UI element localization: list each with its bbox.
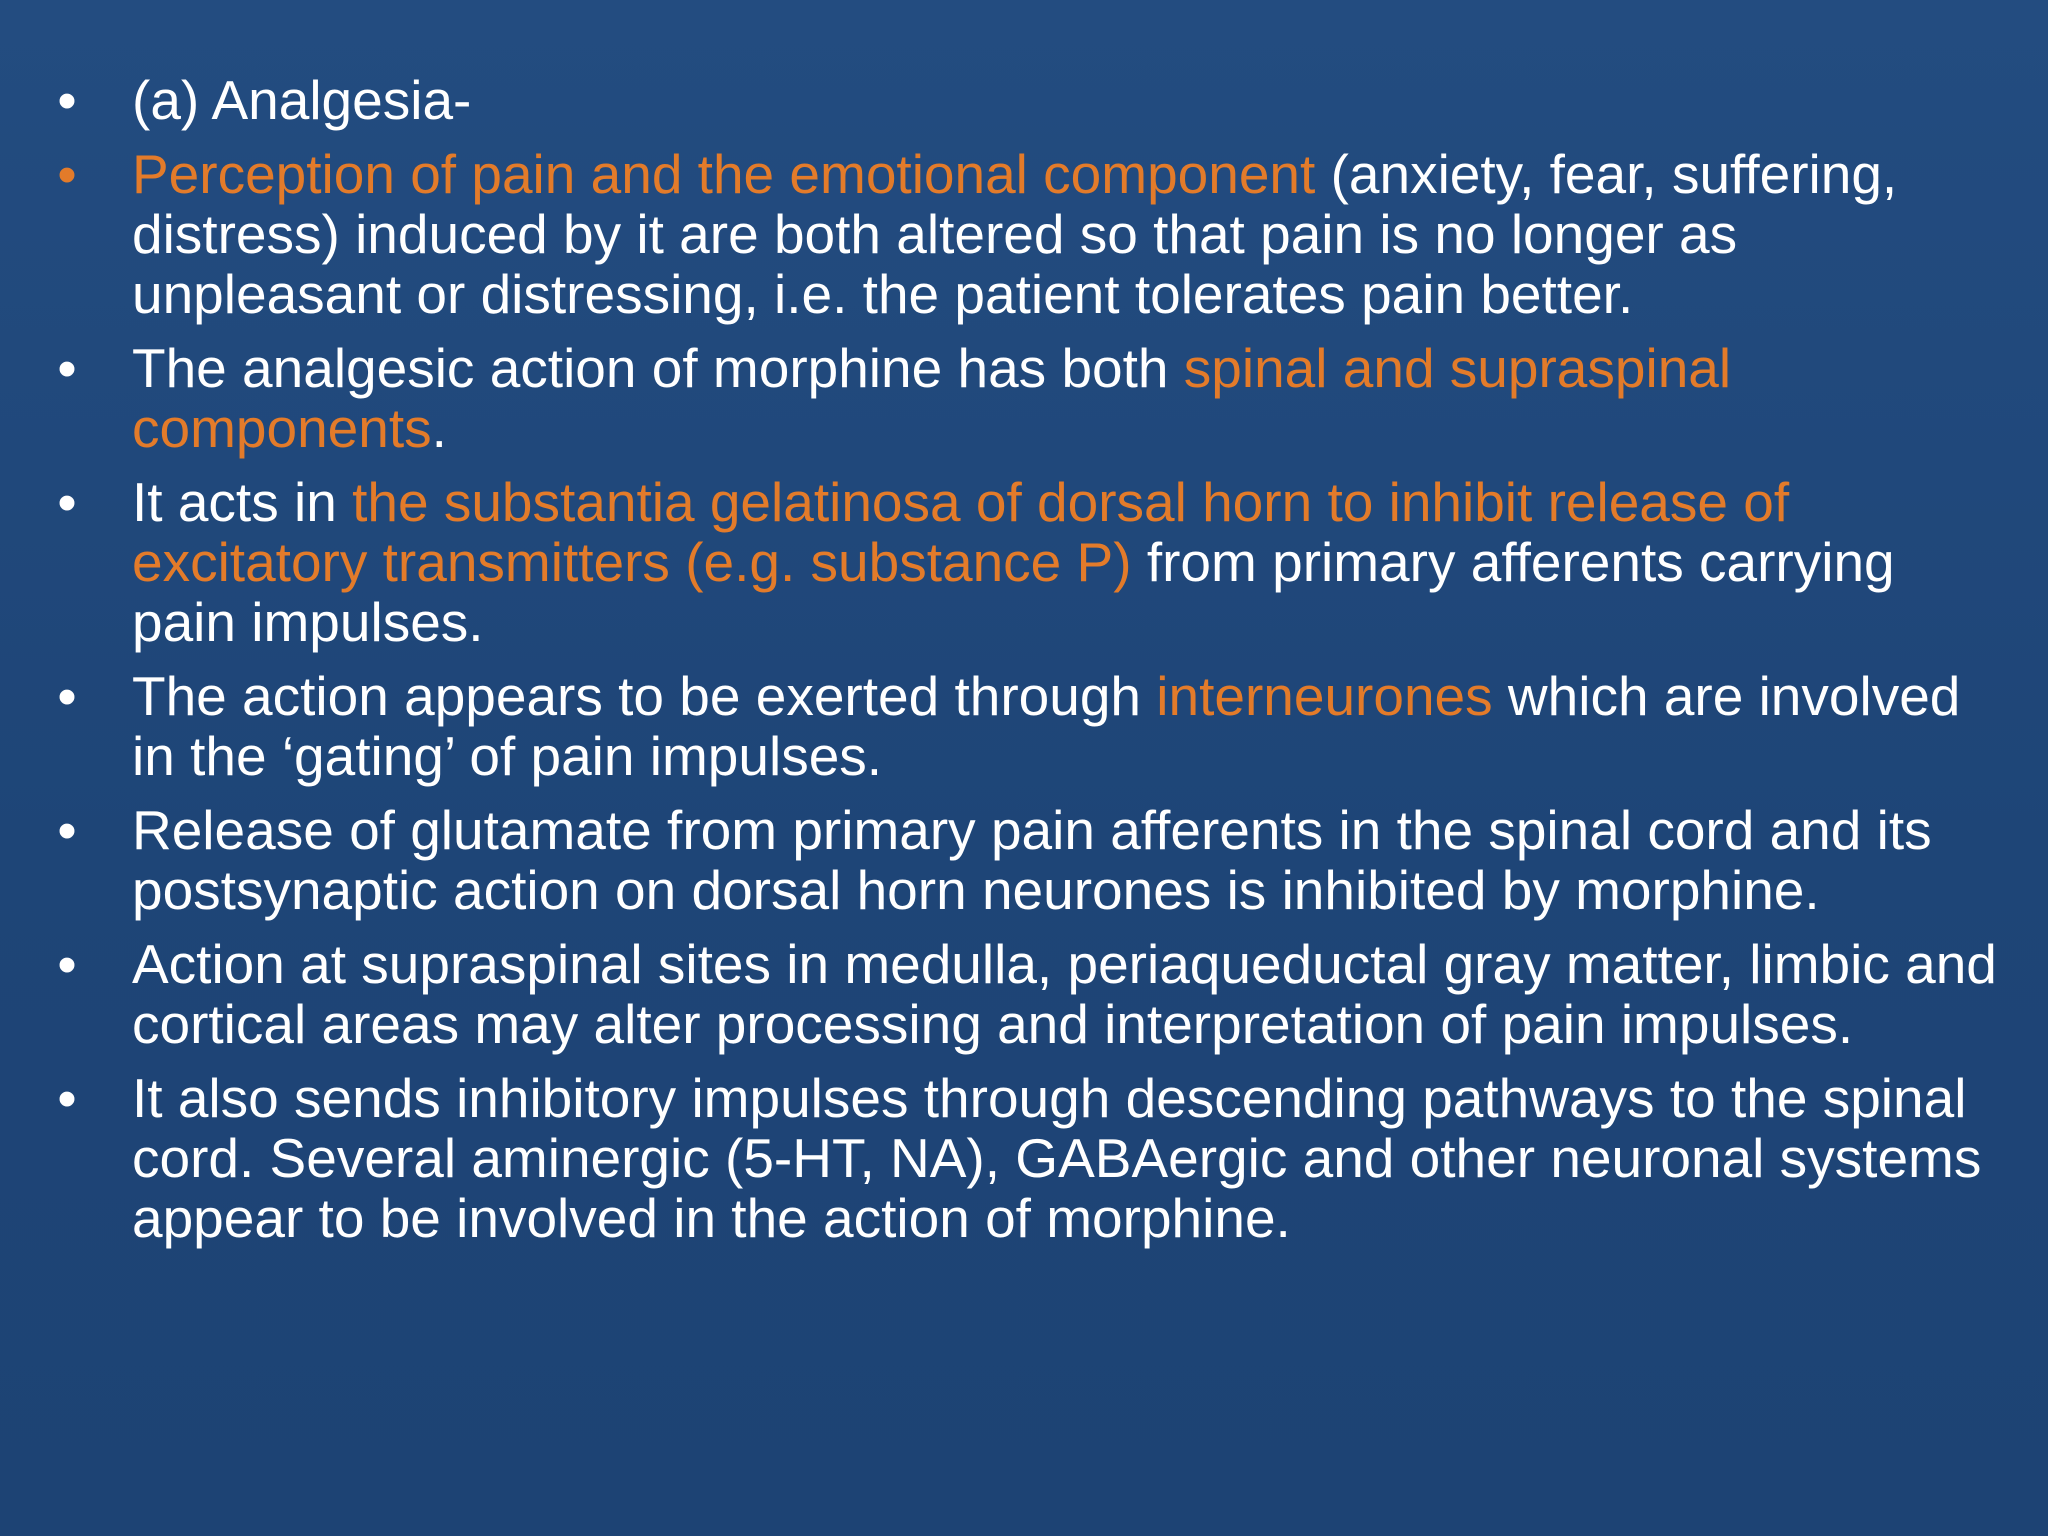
bullet-item (0, 472, 2048, 652)
highlighted-text: Perception of pain and the emotional component (132, 143, 1316, 205)
text-segment: Action at supraspinal sites in medulla, periaqueductal gray matter, limbic and cortical areas may alter processing and interpretation of pain impulses. (132, 933, 1997, 1055)
text-segment: . (431, 397, 447, 459)
bullet-icon: • (57, 1067, 77, 1129)
bullet-item (0, 70, 2048, 130)
bullet-text (132, 799, 1932, 921)
text-segment: Release of glutamate from primary pain afferents in the spinal cord and its postsynaptic action on dorsal horn neurones is inhibited by morphine. (132, 799, 1932, 921)
bullet-item (0, 800, 2048, 920)
bullet-text (132, 933, 1997, 1055)
highlighted-text: spinal and supraspinal components (132, 337, 1732, 459)
highlighted-text: interneurones (1156, 665, 1493, 727)
bullet-icon: • (57, 143, 77, 205)
bullet-icon: • (57, 471, 77, 533)
text-segment: The action appears to be exerted through (132, 665, 1157, 727)
bullet-icon: • (57, 799, 77, 861)
bullet-text (132, 471, 1895, 653)
bullet-item (0, 666, 2048, 786)
bullet-icon: • (57, 665, 77, 727)
bullet-item (0, 338, 2048, 458)
text-segment: which are involved in the ‘gating’ of pain impulses. (132, 665, 1961, 787)
bullet-text (132, 69, 471, 131)
text-segment: The analgesic action of morphine has both (132, 337, 1184, 399)
bullet-icon: • (57, 69, 77, 131)
bullet-icon: • (57, 933, 77, 995)
text-segment: It also sends inhibitory impulses through descending pathways to the spinal cord. Several aminergic (5-HT, NA), GABAergic and other neuronal systems appear to be involved in the action of morphine. (132, 1067, 1982, 1249)
text-segment: from primary afferents carrying pain impulses. (132, 531, 1895, 653)
bullet-item (0, 934, 2048, 1054)
text-segment: (anxiety, fear, suffering, distress) induced by it are both altered so that pain is no longer as unpleasant or distressing, i.e. the patient tolerates pain better. (132, 143, 1898, 325)
highlighted-text: the substantia gelatinosa of dorsal horn to inhibit release of excitatory transmitters (e.g. substance P) (132, 471, 1790, 593)
text-segment: (a) Analgesia- (132, 69, 472, 131)
bullet-item (0, 1068, 2048, 1248)
bullet-text (132, 143, 1897, 325)
bullet-item (0, 144, 2048, 324)
bullet-icon: • (57, 337, 77, 399)
bullet-text (132, 665, 1960, 787)
bullet-list (0, 70, 2048, 1262)
text-segment: It acts in (132, 471, 353, 533)
bullet-text (132, 337, 1731, 459)
bullet-text (132, 1067, 1981, 1249)
